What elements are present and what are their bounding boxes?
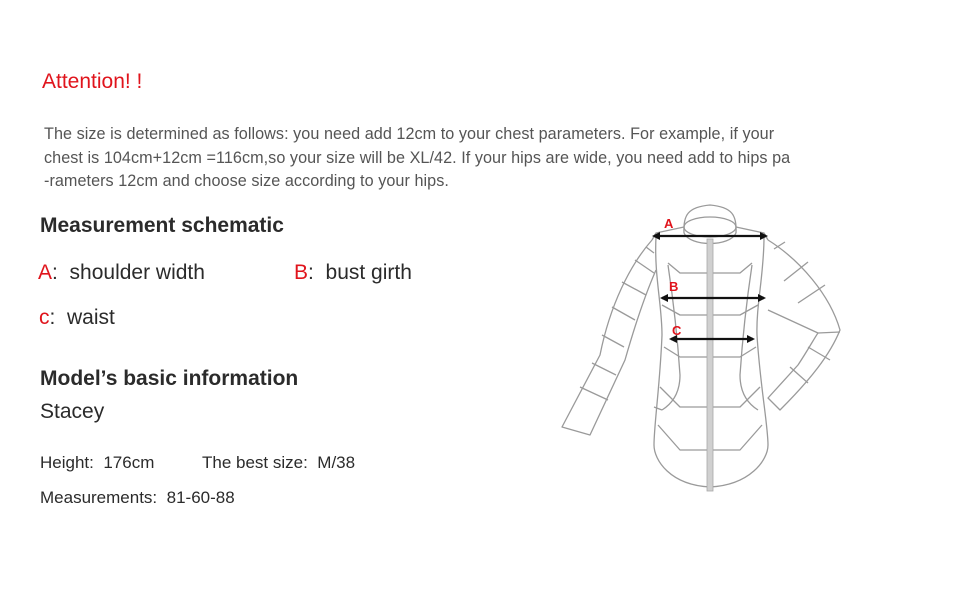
instruction-line: chest is 104cm+12cm =116cm,so your size will be XL/42. If your hips are wide, you need add to hips pa xyxy=(44,148,791,167)
legend-label: shoulder width xyxy=(69,261,205,284)
legend-sep: : xyxy=(52,261,70,284)
model-name: Stacey xyxy=(40,400,105,423)
legend-item-shoulder-width xyxy=(38,261,205,285)
measurement-schematic-heading: Measurement schematic xyxy=(40,214,284,237)
model-best-size xyxy=(202,453,355,473)
legend-label: bust girth xyxy=(325,261,412,284)
best-size-label: The best size: xyxy=(202,453,308,472)
best-size-value: M/38 xyxy=(317,453,356,472)
height-value: 176cm xyxy=(103,453,155,472)
measurements-value: 81-60-88 xyxy=(166,488,235,507)
measurements-label: Measurements: xyxy=(40,488,158,507)
diagram-letter-c: C xyxy=(672,323,682,338)
legend-item-waist xyxy=(39,306,115,330)
instruction-line: -rameters 12cm and choose size according to your hips. xyxy=(44,172,449,190)
legend-sep: : xyxy=(49,306,68,329)
instruction-line: The size is determined as follows: you need add 12cm to your chest parameters. For example, if your xyxy=(44,125,775,143)
model-height xyxy=(40,453,154,473)
model-info-heading: Model’s basic information xyxy=(40,367,299,390)
legend-key: B xyxy=(294,261,309,284)
diagram-letter-a: A xyxy=(664,216,674,231)
coat-outline-icon xyxy=(550,195,850,515)
legend-key: c xyxy=(39,306,50,329)
legend-item-bust-girth xyxy=(294,261,412,285)
coat-measurement-diagram xyxy=(550,195,850,515)
legend-key: A xyxy=(38,261,53,284)
legend-sep: : xyxy=(308,261,326,284)
diagram-letter-b: B xyxy=(669,279,679,294)
height-label: Height: xyxy=(40,453,94,472)
attention-title: Attention! ! xyxy=(42,70,143,93)
model-measurements xyxy=(40,488,235,508)
size-instructions xyxy=(44,123,904,194)
legend-label: waist xyxy=(67,306,115,329)
